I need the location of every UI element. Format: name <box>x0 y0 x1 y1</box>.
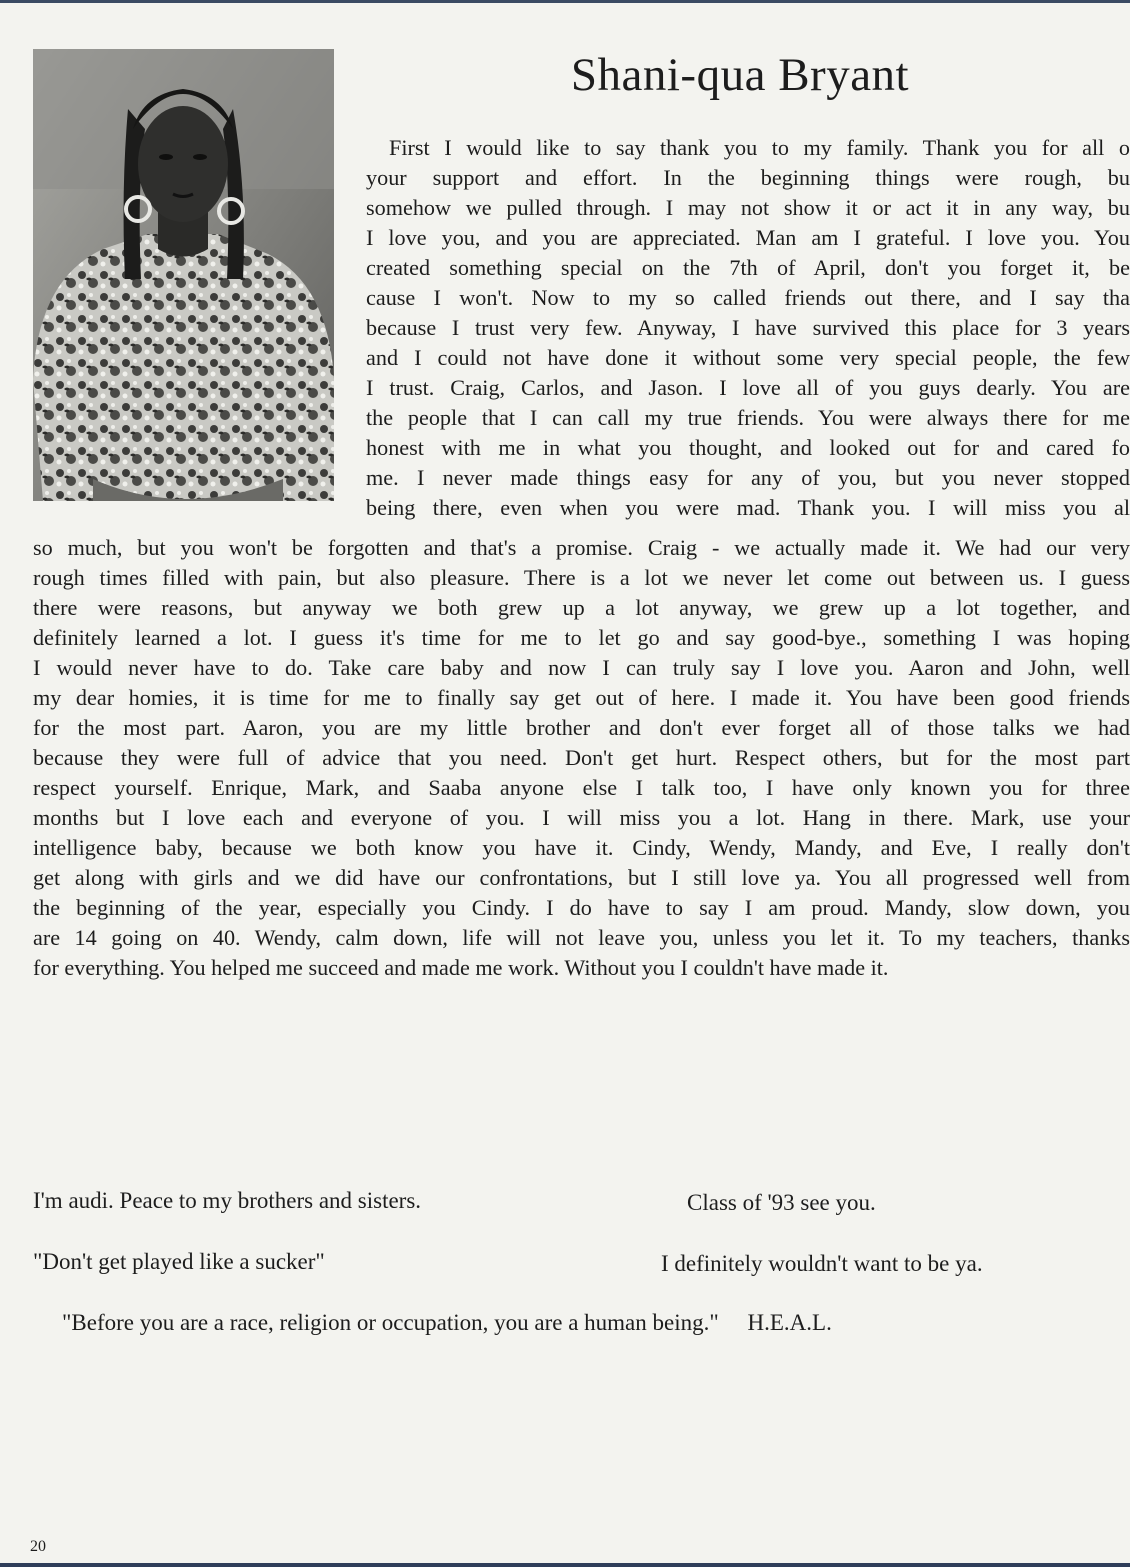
text-line: rough times filled with pain, but also pleasure. There is a lot we never let come out between us. I guess <box>33 565 1130 590</box>
bottom-border <box>0 1563 1130 1567</box>
text-line: my dear homies, it is time for me to finally say get out of here. I made it. You have been good friends <box>33 685 1130 710</box>
text-line: being there, even when you were mad. Thank you. I will miss you al <box>366 495 1130 520</box>
text-line: I would never have to do. Take care baby and now I can truly say I love you. Aaron and John, well <box>33 655 1130 680</box>
text-line: the people that I can call my true friends. You were always there for me <box>366 405 1130 430</box>
tribute-text-lower <box>33 533 1130 983</box>
text-line: because they were full of advice that you need. Don't get hurt. Respect others, but for the most part <box>33 745 1130 770</box>
text-line: definitely learned a lot. I guess it's time for me to let go and say good-bye., something I was hoping <box>33 625 1130 650</box>
top-border <box>0 0 1130 3</box>
text-line: so much, but you won't be forgotten and that's a promise. Craig - we actually made it. We had our very <box>33 535 1130 560</box>
student-portrait-photo <box>33 49 334 501</box>
quote-sucker: "Don't get played like a sucker" <box>33 1249 325 1274</box>
text-line: cause I won't. Now to my so called friends out there, and I say tha <box>366 285 1130 310</box>
text-line: respect yourself. Enrique, Mark, and Saaba anyone else I talk too, I have only known you for three <box>33 775 1130 800</box>
page-title: Shani-qua Bryant <box>570 49 910 101</box>
text-line: the beginning of the year, especially you Cindy. I do have to say I am proud. Mandy, slow down, you <box>33 895 1130 920</box>
text-line: get along with girls and we did have our confrontations, but I still love ya. You all progressed well from <box>33 865 1130 890</box>
text-line: I trust. Craig, Carlos, and Jason. I love all of you guys dearly. You are <box>366 375 1130 400</box>
text-line: there were reasons, but anyway we both grew up a lot anyway, we grew up a lot together, and <box>33 595 1130 620</box>
text-line: honest with me in what you thought, and looked out for and cared fo <box>366 435 1130 460</box>
text-line: created something special on the 7th of April, don't you forget it, be <box>366 255 1130 280</box>
text-line: me. I never made things easy for any of you, but you never stopped <box>366 465 1130 490</box>
text-line: intelligence baby, because we both know you have it. Cindy, Wendy, Mandy, and Eve, I really don't <box>33 835 1130 860</box>
text-line: somehow we pulled through. I may not show it or act it in any way, bu <box>366 195 1130 220</box>
page-number: 20 <box>30 1538 46 1555</box>
quote-peace: I'm audi. Peace to my brothers and sisters. <box>33 1188 422 1213</box>
tribute-text-upper <box>366 133 1130 523</box>
quote-class-of-93: Class of '93 see you. <box>687 1190 876 1215</box>
text-line: for everything. You helped me succeed and made me work. Without you I couldn't have made it. <box>33 955 889 980</box>
text-line: your support and effort. In the beginning things were rough, bu <box>366 165 1130 190</box>
text-line: months but I love each and everyone of you. I will miss you a lot. Hang in there. Mark, use your <box>33 805 1130 830</box>
text-line: and I could not have done it without some very special people, the few <box>366 345 1130 370</box>
text-line: for the most part. Aaron, you are my little brother and don't ever forget all of those talks we had <box>33 715 1130 740</box>
text-line: First I would like to say thank you to my family. Thank you for all o <box>389 135 1130 160</box>
text-line: because I trust very few. Anyway, I have survived this place for 3 years <box>366 315 1130 340</box>
quote-human-being: "Before you are a race, religion or occupation, you are a human being." H.E.A.L. <box>62 1310 832 1335</box>
quote-wouldnt-want: I definitely wouldn't want to be ya. <box>661 1251 983 1276</box>
text-line: I love you, and you are appreciated. Man am I grateful. I love you. You <box>366 225 1130 250</box>
portrait-image <box>33 49 334 501</box>
text-line: are 14 going on 40. Wendy, calm down, life will not leave you, unless you let it. To my teachers, thanks <box>33 925 1130 950</box>
